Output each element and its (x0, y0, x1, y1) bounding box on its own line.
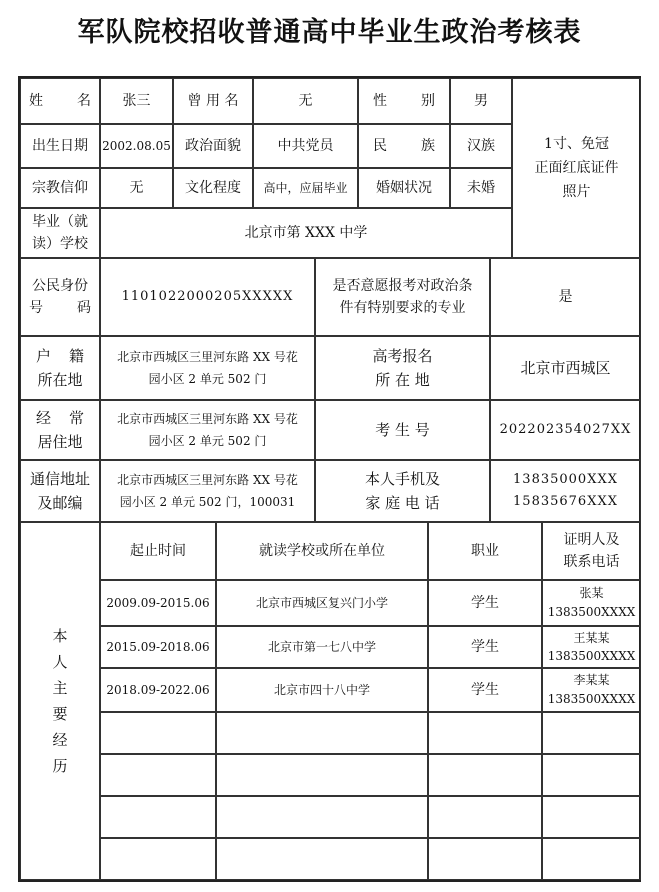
special-label-line-2: 件有特别要求的专业 (339, 300, 466, 316)
empty-row-4-school[interactable] (216, 838, 428, 880)
education-label: 文化程度 (173, 168, 253, 208)
phone-value-line-1: 13835000XXX (513, 472, 618, 487)
hukou-label-line-1 (24, 344, 96, 368)
gaokao-place-label (315, 336, 490, 400)
empty-row-4-witness[interactable] (542, 838, 641, 880)
header-period: 起止时间 (100, 522, 216, 580)
phone-label (315, 460, 490, 522)
former-name-label: 曾 用 名 (173, 78, 253, 124)
empty-row-4-job[interactable] (428, 838, 542, 880)
birthdate-value[interactable]: 2002.08.05 (100, 124, 173, 168)
birthdate-label: 出生日期 (20, 124, 100, 168)
empty-row-2-witness[interactable] (542, 754, 641, 796)
mail-label-line-1: 通信地址 (29, 470, 90, 488)
residence-label (20, 400, 100, 460)
name-label-char-1: 姓 (29, 93, 43, 109)
exam-no-value[interactable]: 202202354027XX (490, 400, 641, 460)
row-1-period[interactable]: 2009.09-2015.06 (100, 580, 216, 626)
photo-box[interactable] (512, 78, 641, 258)
empty-row-3-job[interactable] (428, 796, 542, 838)
form-title: 军队院校招收普通高中毕业生政治考核表 (77, 17, 582, 48)
row-3-witness[interactable] (542, 668, 641, 712)
id-label-char-1: 号 (29, 300, 43, 316)
row-3-witness-phone: 1383500XXXX (547, 692, 636, 706)
hukou-label-line-2: 所在地 (37, 371, 83, 389)
religion-label: 宗教信仰 (20, 168, 100, 208)
gender-value[interactable]: 男 (450, 78, 512, 124)
row-1-job[interactable]: 学生 (428, 580, 542, 626)
row-3-school[interactable]: 北京市四十八中学 (216, 668, 428, 712)
empty-row-1-witness[interactable] (542, 712, 641, 754)
empty-row-3-period[interactable] (100, 796, 216, 838)
row-2-witness-name: 王某某 (573, 631, 610, 645)
ethnicity-label-char-2: 族 (421, 138, 435, 154)
residence-label-char-2: 常 (68, 409, 84, 427)
school-label (20, 208, 100, 258)
hukou-value-line-2: 园小区 2 单元 502 门 (148, 372, 267, 386)
experience-side-char-2: 人 (52, 653, 68, 671)
residence-value-line-1: 北京市西城区三里河东路 XX 号花 (117, 412, 298, 426)
id-label-line-1: 公民身份 (32, 278, 88, 294)
political-value[interactable]: 中共党员 (253, 124, 358, 168)
exam-no-label: 考 生 号 (315, 400, 490, 460)
marital-value[interactable]: 未婚 (450, 168, 512, 208)
row-1-witness[interactable] (542, 580, 641, 626)
mail-value-line-2: 园小区 2 单元 502 门，100031 (119, 495, 296, 509)
special-major-label (315, 258, 490, 336)
row-2-job[interactable]: 学生 (428, 626, 542, 668)
header-witness (542, 522, 641, 580)
education-value[interactable]: 高中，应届毕业 (253, 168, 358, 208)
empty-row-1-school[interactable] (216, 712, 428, 754)
photo-text-line-2: 正面红底证件 (534, 160, 619, 176)
row-1-witness-name: 张某 (579, 586, 604, 600)
former-name-value[interactable]: 无 (253, 78, 358, 124)
mail-address-value[interactable] (100, 460, 315, 522)
name-value[interactable]: 张三 (100, 78, 173, 124)
mail-label-line-2: 及邮编 (37, 494, 83, 512)
gaokao-label-line-2: 所 在 地 (375, 371, 430, 389)
mail-value-line-1: 北京市西城区三里河东路 XX 号花 (117, 473, 298, 487)
school-label-line-1: 毕业（就 (32, 214, 88, 230)
experience-side-char-1: 本 (52, 627, 68, 645)
hukou-value-line-1: 北京市西城区三里河东路 XX 号花 (117, 350, 298, 364)
name-label-char-2: 名 (77, 93, 91, 109)
hukou-value[interactable] (100, 336, 315, 400)
empty-row-2-school[interactable] (216, 754, 428, 796)
experience-side-char-3: 主 (52, 679, 68, 697)
row-1-witness-phone: 1383500XXXX (547, 605, 636, 619)
empty-row-4-period[interactable] (100, 838, 216, 880)
header-witness-line-2: 联系电话 (563, 554, 620, 570)
residence-label-line-1 (24, 406, 96, 430)
experience-side-label (20, 522, 100, 880)
special-major-value[interactable]: 是 (490, 258, 641, 336)
residence-value-line-2: 园小区 2 单元 502 门 (148, 434, 267, 448)
residence-value[interactable] (100, 400, 315, 460)
header-job: 职业 (428, 522, 542, 580)
name-label (20, 78, 100, 124)
ethnicity-label (358, 124, 450, 168)
gender-label (358, 78, 450, 124)
phone-label-line-1: 本人手机及 (364, 470, 440, 488)
hukou-label-char-1: 户 (36, 347, 52, 365)
special-label-line-1: 是否意愿报考对政治条 (332, 278, 473, 294)
row-3-period[interactable]: 2018.09-2022.06 (100, 668, 216, 712)
experience-side-char-6: 历 (52, 757, 68, 775)
political-review-table (18, 76, 641, 882)
id-label (20, 258, 100, 336)
photo-text-line-1: 1寸、免冠 (544, 136, 609, 152)
residence-label-line-2: 居住地 (37, 433, 83, 451)
gaokao-label-line-1: 高考报名 (372, 347, 433, 365)
id-value[interactable]: 1101022000205XXXXX (100, 258, 315, 336)
empty-row-3-school[interactable] (216, 796, 428, 838)
id-label-char-2: 码 (77, 300, 91, 316)
phone-value-line-2: 15835676XXX (513, 494, 618, 509)
photo-text-line-3: 照片 (562, 184, 591, 200)
phone-label-line-2: 家 庭 电 话 (365, 494, 440, 512)
mail-address-label (20, 460, 100, 522)
row-3-witness-name: 李某某 (573, 673, 610, 687)
ethnicity-value[interactable]: 汉族 (450, 124, 512, 168)
school-value[interactable]: 北京市第 XXX 中学 (100, 208, 512, 258)
experience-side-char-5: 经 (52, 731, 68, 749)
row-2-witness-phone: 1383500XXXX (547, 649, 636, 663)
empty-row-3-witness[interactable] (542, 796, 641, 838)
hukou-label (20, 336, 100, 400)
empty-row-1-job[interactable] (428, 712, 542, 754)
row-2-witness[interactable] (542, 626, 641, 668)
row-3-job[interactable]: 学生 (428, 668, 542, 712)
gender-label-char-2: 别 (421, 93, 435, 109)
id-label-line-2 (24, 297, 96, 319)
residence-label-char-1: 经 (36, 409, 52, 427)
hukou-label-char-2: 籍 (68, 347, 84, 365)
ethnicity-label-char-1: 民 (373, 138, 387, 154)
gaokao-place-value[interactable]: 北京市西城区 (490, 336, 641, 400)
political-label: 政治面貌 (173, 124, 253, 168)
experience-side-char-4: 要 (52, 705, 68, 723)
religion-value[interactable]: 无 (100, 168, 173, 208)
empty-row-2-period[interactable] (100, 754, 216, 796)
marital-label: 婚姻状况 (358, 168, 450, 208)
gender-label-char-1: 性 (373, 93, 387, 109)
row-1-school[interactable]: 北京市西城区复兴门小学 (216, 580, 428, 626)
school-label-line-2: 读）学校 (32, 236, 88, 252)
empty-row-2-job[interactable] (428, 754, 542, 796)
header-witness-line-1: 证明人及 (563, 532, 620, 548)
phone-value[interactable] (490, 460, 641, 522)
header-school: 就读学校或所在单位 (216, 522, 428, 580)
row-2-school[interactable]: 北京市第一七八中学 (216, 626, 428, 668)
row-2-period[interactable]: 2015.09-2018.06 (100, 626, 216, 668)
empty-row-1-period[interactable] (100, 712, 216, 754)
